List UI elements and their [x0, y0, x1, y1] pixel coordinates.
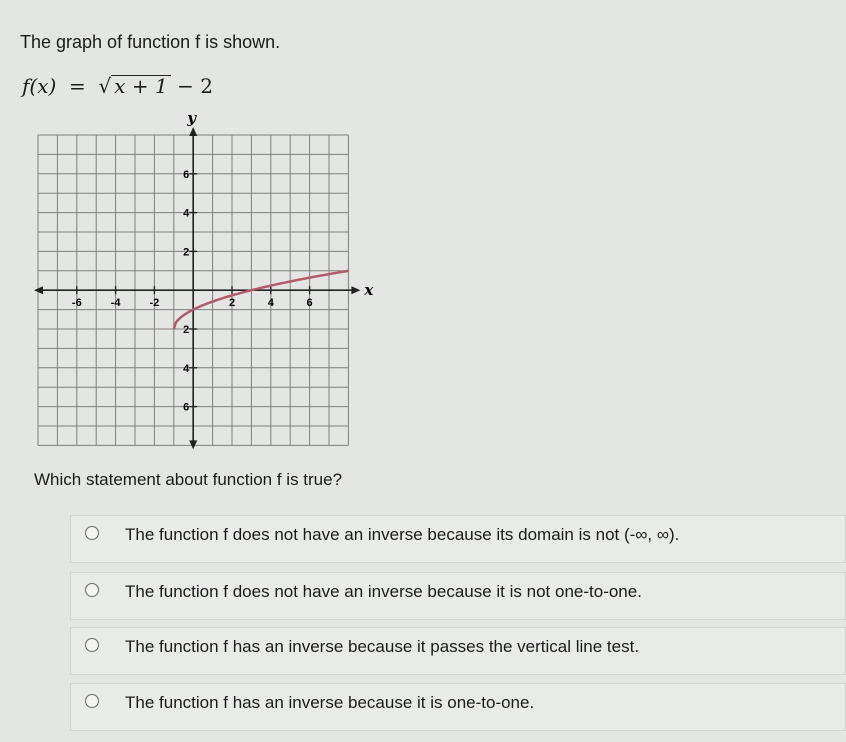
function-curve — [174, 271, 349, 329]
function-graph — [0, 105, 380, 455]
y-axis-label: y — [187, 109, 196, 127]
choice-text: The function f does not have an inverse because its domain is not (-∞, ∞). — [125, 525, 680, 544]
square-root-sign: √ — [98, 74, 112, 98]
y-tick-label: 6 — [183, 401, 190, 414]
y-tick-label: 2 — [183, 324, 190, 336]
radio-button[interactable] — [85, 694, 99, 708]
x-tick-label: -4 — [110, 297, 121, 310]
function-formula — [22, 74, 213, 98]
choice-text: The function f has an inverse because it passes the vertical line test. — [125, 637, 640, 656]
choice-not-one-to-one[interactable] — [70, 572, 846, 620]
choice-text: The function f does not have an inverse because it is not one-to-one. — [125, 582, 642, 601]
x-tick-label: 6 — [306, 297, 313, 310]
radio-button[interactable] — [85, 583, 99, 597]
x-axis-arrow — [351, 286, 360, 294]
x-tick-label: -6 — [71, 297, 82, 310]
radio-button[interactable] — [85, 638, 99, 652]
x-tick-label: 4 — [267, 297, 274, 310]
formula-rest: − 2 — [177, 74, 213, 98]
radical-argument: x + 1 — [111, 75, 170, 96]
choice-vertical-line-test[interactable] — [70, 627, 846, 675]
y-tick-label: 6 — [183, 168, 190, 181]
y-tick-label: 2 — [183, 246, 190, 259]
graph-axes — [34, 109, 374, 449]
choice-text: The function f has an inverse because it is one-to-one. — [125, 693, 535, 712]
x-axis-label: x — [364, 281, 374, 300]
choice-domain-not-all-reals[interactable] — [70, 515, 846, 563]
graph-ticks — [72, 169, 313, 414]
prompt-text: The graph of function f is shown. — [20, 32, 281, 52]
y-tick-label: 4 — [183, 362, 190, 375]
formula-equals: = — [69, 74, 86, 98]
x-tick-label: 2 — [228, 297, 236, 310]
formula-lhs: f(x) — [22, 74, 57, 98]
radio-button[interactable] — [85, 526, 99, 540]
y-axis-arrow — [189, 127, 197, 136]
choice-one-to-one[interactable] — [70, 683, 846, 731]
y-tick-label: 4 — [183, 207, 190, 220]
question-text: Which statement about function f is true? — [34, 470, 343, 489]
x-tick-label: -2 — [149, 297, 160, 310]
